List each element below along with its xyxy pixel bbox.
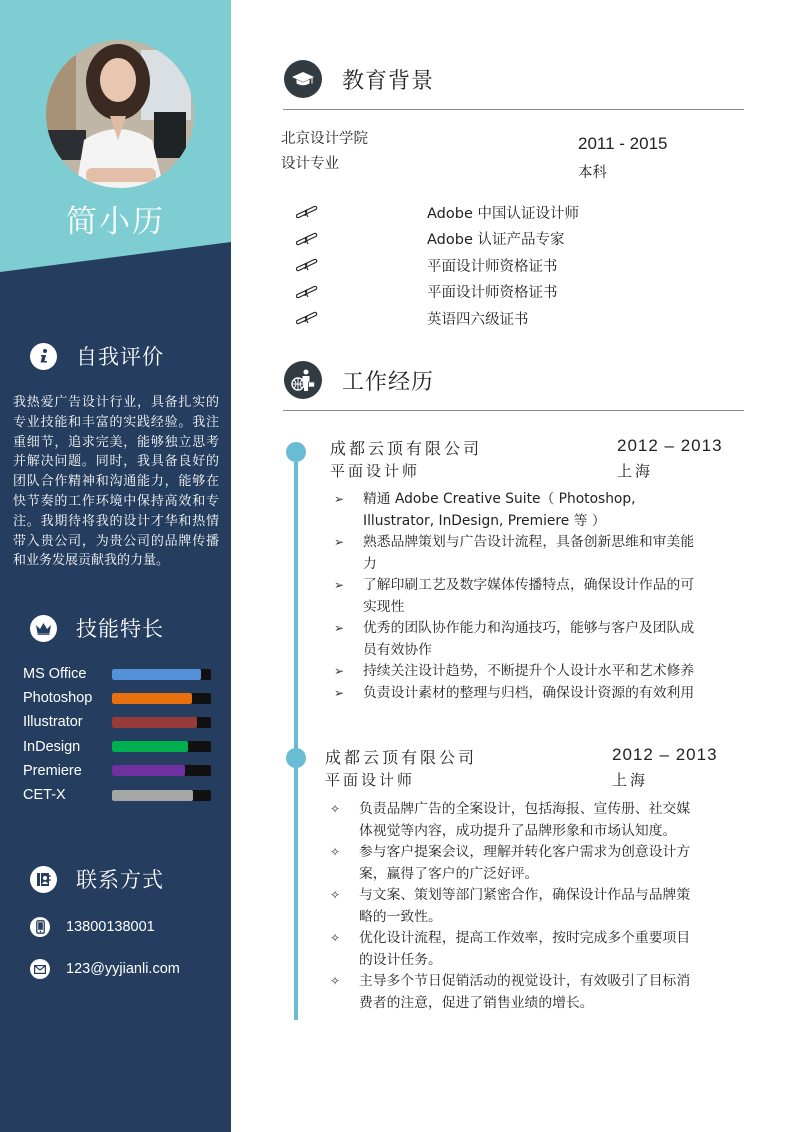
diamond-bullet-icon: ✧ [330,974,341,988]
job-bullet: ✧ 负责品牌广告的全案设计，包括海报、宣传册、社交媒体视觉等内容，成功提升了品牌形象和市场认知度。 [330,799,692,842]
skill-bar [112,717,211,728]
avatar [46,40,194,188]
diploma-scroll-icon [296,231,320,247]
skill-label: MS Office [23,666,87,683]
arrow-bullet-icon: ➢ [334,578,345,592]
contact-email [30,959,180,979]
arrow-bullet-icon: ➢ [334,664,345,678]
diamond-bullet-icon: ✧ [330,845,341,859]
diploma-scroll-icon [296,310,320,326]
job-bullet-list [334,489,696,704]
certificate-item [296,279,579,306]
diamond-bullet-icon: ✧ [330,888,341,902]
skill-row [23,686,218,710]
job-bullet: ✧ 参与客户提案会议，理解并转化客户需求为创意设计方案，赢得了客户的广泛好评。 [330,842,692,885]
job-bullet: ➢ 负责设计素材的整理与归档，确保设计资源的有效利用 [334,683,696,705]
skill-label: Photoshop [23,690,93,707]
certificate-name: 英语四六级证书 [427,311,529,328]
skill-bar-fill [112,741,188,752]
skill-bar [112,741,211,752]
education-school: 北京设计学院 [281,131,368,147]
diploma-scroll-icon [296,257,320,273]
arrow-bullet-icon: ➢ [334,621,345,635]
job-bullet: ➢ 优秀的团队协作能力和沟通技巧，能够与客户及团队成员有效协作 [334,618,696,661]
info-icon [30,343,57,370]
certificate-name: 平面设计师资格证书 [427,285,558,302]
diamond-bullet-icon: ✧ [330,802,341,816]
timeline-line [294,451,298,1020]
job-location: 上海 [617,462,654,480]
certificate-item [296,226,579,253]
certificate-item [296,199,579,226]
job-bullet-list [330,799,692,1014]
education-degree: 本科 [578,165,607,181]
education-heading [284,60,434,98]
job-company: 成都云顶有限公司 [330,439,483,458]
contact-heading [30,864,164,894]
skill-bar [112,765,211,776]
self-eval-text: 我热爱广告设计行业，具备扎实的专业技能和丰富的实践经验。我注重细节，追求完美，能够独立思考并解决问题。同时，我具备良好的团队合作精神和沟通能力，能够在快节奏的工作环境中保持高效和专注。我期待将我的设计才华和热情带入贵公司，为贵公司的品牌传播和业务发展贡献我的力量。 [13,395,219,569]
graduation-cap-icon [284,60,322,98]
contact-book-icon [30,866,57,893]
job-bullet: ➢ 了解印刷工艺及数字媒体传播特点，确保设计作品的可实现性 [334,575,696,618]
education-divider [283,109,744,110]
skill-bar-fill [112,717,197,728]
email-icon [30,959,50,979]
job-bullet: ✧ 优化设计流程，提高工作效率，按时完成多个重要项目的设计任务。 [330,928,692,971]
skills-heading [30,613,164,643]
skill-label: Illustrator [23,714,83,731]
skill-bar [112,669,211,680]
diploma-scroll-icon [296,284,320,300]
skill-bar-fill [112,669,201,680]
email-address[interactable]: 123@yyjianli.com [66,961,180,977]
work-title: 工作经历 [342,369,435,395]
job-bullet: ✧ 主导多个节日促销活动的视觉设计，有效吸引了目标消费者的注意，促进了销售业绩的增长。 [330,971,692,1014]
arrow-bullet-icon: ➢ [334,685,345,700]
arrow-bullet-icon: ➢ [334,535,345,549]
skill-row [23,710,218,734]
skill-row [23,735,218,759]
phone-icon [30,917,50,937]
skill-bar-fill [112,765,185,776]
education-major: 设计专业 [281,156,339,172]
certificate-name: Adobe 认证产品专家 [427,232,565,249]
certificate-name: 平面设计师资格证书 [427,258,558,275]
job-role: 平面设计师 [330,462,421,480]
skill-bar [112,693,211,704]
job-years: 2012 – 2013 [612,745,718,764]
certificate-item [296,305,579,332]
work-heading [284,361,434,399]
certificate-name: Adobe 中国认证设计师 [427,205,579,222]
phone-number[interactable]: 13800138001 [66,919,155,935]
diploma-scroll-icon [296,204,320,220]
certificate-item [296,252,579,279]
sidebar [0,0,231,1132]
avatar-photo [46,40,194,188]
self-eval-title: 自我评价 [76,345,164,369]
timeline-dot [286,748,306,768]
work-divider [283,410,744,411]
job-bullet: ✧ 与文案、策划等部门紧密合作，确保设计作品与品牌策略的一致性。 [330,885,692,928]
education-title: 教育背景 [342,68,435,94]
job-bullet: ➢ 持续关注设计趋势，不断提升个人设计水平和艺术修养 [334,661,696,683]
skill-bar [112,790,211,801]
job-company: 成都云顶有限公司 [325,748,478,767]
job-bullet: ➢ 熟悉品牌策划与广告设计流程，具备创新思维和审美能力 [334,532,696,575]
profile-name: 简小历 [66,204,165,240]
arrow-bullet-icon: ➢ [334,492,345,506]
skill-row [23,759,218,783]
self-eval-heading [30,341,164,371]
contact-phone [30,917,155,937]
skill-bar-fill [112,790,193,801]
job-bullet: ➢ 精通 Adobe Creative Suite（ Photoshop, Illustrator, InDesign, Premiere 等 ） [334,489,696,532]
skill-row [23,783,218,807]
skills-title: 技能特长 [76,617,164,641]
timeline-dot [286,442,306,462]
skill-label: Premiere [23,762,82,779]
skill-label: InDesign [23,738,81,755]
businessman-globe-icon [284,361,322,399]
education-years: 2011 - 2015 [578,134,668,153]
certificate-list [296,199,579,332]
crown-icon [30,615,57,642]
contact-title: 联系方式 [76,868,164,892]
skill-bar-fill [112,693,192,704]
diamond-bullet-icon: ✧ [330,931,341,945]
skill-row [23,662,218,686]
job-years: 2012 – 2013 [617,436,723,455]
skills-list [23,662,218,807]
job-role: 平面设计师 [325,771,416,789]
skill-label: CET-X [23,787,66,804]
job-location: 上海 [612,771,649,789]
